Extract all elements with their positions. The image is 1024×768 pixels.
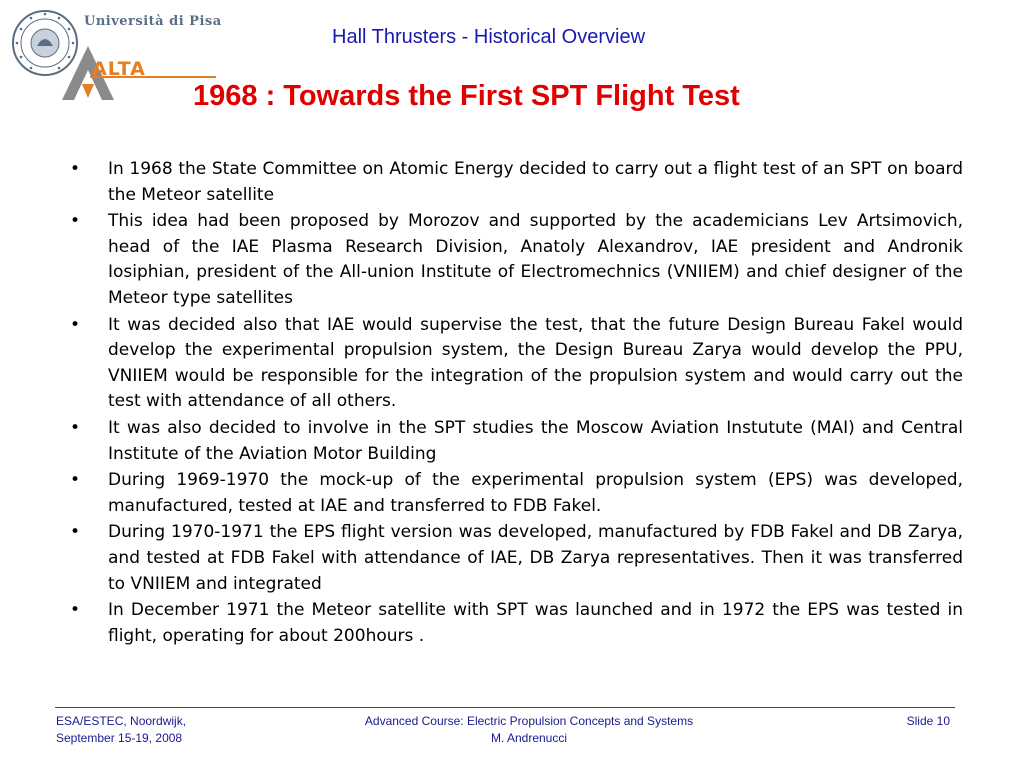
slide-number: Slide 10 [906,714,950,728]
footer-course-title: Advanced Course: Electric Propulsion Concepts and Systems [364,714,694,728]
bullet-text: This idea had been proposed by Morozov and supported by the academicians Lev Artsimovich, head of the IAE Plasma Research Division, Anatoly Alexandrov, IAE president and Andronik Iosiphian, president of the All-union Institute of Electromechnics (VNIIEM) and chief designer of the Meteor type satellites [108,211,963,308]
footer-course [330,713,728,747]
bullet-item [70,598,963,649]
bullet-icon: • [70,159,81,179]
bullet-item [70,157,963,208]
bullet-item [70,468,963,519]
footer-slide-number [870,713,950,730]
footer-venue-line1: ESA/ESTEC, Noordwijk, [56,714,187,728]
bullet-icon: • [70,470,81,491]
slide-title: 1968 : Towards the First SPT Flight Test [193,80,740,112]
bullet-icon: • [70,417,81,438]
bullet-item [70,313,963,415]
bullet-list [70,157,963,650]
bullet-icon: • [70,522,81,543]
bullet-text: During 1970-1971 the EPS flight version was developed, manufactured by FDB Fakel and DB Zarya, and tested at FDB Fakel with attendance of IAE, DB Zarya representatives. Then it was transferred to VNIIEM and integrated [108,522,963,594]
bullet-text: In December 1971 the Meteor satellite with SPT was launched and in 1972 the EPS was tested in flight, operating for about 200hours . [108,600,963,646]
bullet-item [70,520,963,597]
bullet-text: It was also decided to involve in the SPT studies the Moscow Aviation Instutute (MAI) and Central Institute of the Aviation Motor Building [108,417,963,464]
bullet-icon: • [70,600,81,621]
section-title: Hall Thrusters - Historical Overview [332,26,646,48]
footer-venue [56,713,186,747]
university-name: Università di Pisa [84,14,222,29]
bullet-item [70,416,963,467]
bullet-item [70,209,963,311]
footer-venue-line2: September 15-19, 2008 [56,731,183,745]
bullet-icon: • [70,211,81,232]
alta-wordmark: ALTA [92,58,146,80]
bullet-text: In 1968 the State Committee on Atomic Energy decided to carry out a flight test of an SPT on board the Meteor satellite [108,159,963,205]
bullet-text: During 1969-1970 the mock-up of the experimental propulsion system (EPS) was developed, manufactured, tested at IAE and transferred to FDB Fakel. [108,470,963,516]
bullet-icon: • [70,314,81,335]
footer-divider [55,707,955,708]
bullet-text: It was decided also that IAE would supervise the test, that the future Design Bureau Fakel would develop the experimental propulsion system, the Design Bureau Zarya would develop the PPU, VNIIEM would be responsible for the integration of the propulsion system and would carry out the test with attendance of all others. [108,314,963,412]
footer-author: M. Andrenucci [490,731,568,745]
